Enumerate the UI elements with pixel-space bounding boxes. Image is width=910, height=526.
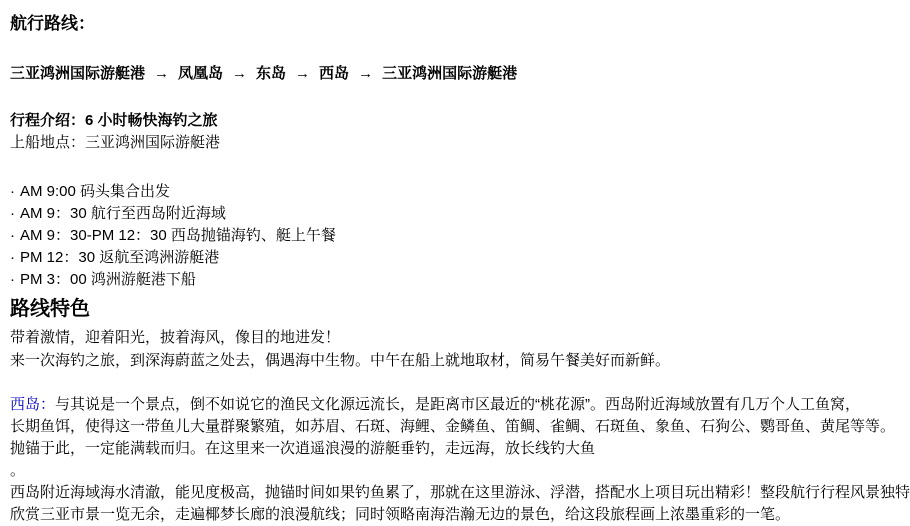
route-stop-west-island: 西岛	[319, 65, 350, 82]
bullet-icon: ·	[10, 183, 15, 200]
route-stop-east-island: 东岛	[256, 65, 287, 82]
arrow-right-icon: →	[295, 65, 311, 82]
bullet-icon: ·	[10, 249, 15, 266]
itinerary-item-text: PM 12：30 返航至鸿洲游艇港	[20, 249, 220, 266]
itinerary-item	[10, 203, 882, 225]
itinerary-item-text: AM 9:00 码头集合出发	[20, 183, 171, 200]
itinerary-item-text: AM 9：30 航行至西岛附近海域	[20, 205, 226, 222]
west-island-line: 欣赏三亚市景一览无余，走遍椰梦长廊的浪漫航线；同时领略南海浩瀚无边的景色，给这段旅程画上浓墨重彩的一笔。	[10, 506, 791, 523]
west-island-paragraph	[10, 394, 910, 526]
route-stop-start: 三亚鸿洲国际游艇港	[10, 65, 146, 82]
features-intro-line: 来一次海钓之旅，到深海蔚蓝之处去，偶遇海中生物。中午在船上就地取材，简易午餐美好而新鲜。	[10, 351, 671, 369]
west-island-line: 。	[10, 462, 26, 479]
features-heading: 路线特色	[10, 298, 90, 320]
itinerary-item	[10, 181, 882, 203]
west-island-line	[10, 394, 882, 416]
route-heading: 航行路线：	[10, 14, 95, 33]
boarding-location: 上船地点：三亚鸿洲国际游艇港	[10, 134, 221, 151]
itinerary-list	[10, 181, 882, 291]
bullet-icon: ·	[10, 271, 15, 288]
arrow-right-icon: →	[232, 65, 248, 82]
route-stop-phoenix-island: 凤凰岛	[178, 65, 224, 82]
features-intro	[10, 327, 882, 372]
west-island-line: 西岛附近海域海水清澈，能见度极高，抛锚时间如果钓鱼累了，那就在这里游泳、浮潜，搭配水上项目玩出精彩！整段航行行程风景独特	[10, 484, 910, 501]
route-line	[10, 65, 882, 83]
bullet-icon: ·	[10, 227, 15, 244]
west-island-keyword: 西岛：	[10, 396, 56, 413]
itinerary-item-text: AM 9：30-PM 12：30 西岛抛锚海钓、艇上午餐	[20, 227, 336, 244]
itinerary-item	[10, 225, 882, 247]
itinerary-item	[10, 247, 882, 269]
west-island-line: 长期鱼饵，使得这一带鱼儿大量群聚繁殖，如苏眉、石斑、海鲤、金鳞鱼、笛鲷、雀鲷、石斑鱼、象鱼、石狗公、鹦哥鱼、黄尾等等。	[10, 418, 896, 435]
arrow-right-icon: →	[154, 65, 170, 82]
route-stop-end: 三亚鸿洲国际游艇港	[382, 65, 518, 82]
itinerary-item	[10, 269, 882, 291]
west-island-line-text: 与其说是一个景点，倒不如说它的渔民文化源远流长，是距离市区最近的“桃花源”。西岛附近海域放置有几万个人工鱼窝，	[55, 396, 861, 413]
features-intro-line: 带着激情，迎着阳光，披着海风，像目的地进发！	[10, 329, 341, 346]
bullet-icon: ·	[10, 205, 15, 222]
arrow-right-icon: →	[358, 65, 374, 82]
west-island-line: 抛锚于此，一定能满载而归。在这里来一次逍遥浪漫的游艇垂钓，走远海，放长线钓大鱼	[10, 440, 596, 457]
trip-intro-title: 行程介绍：6 小时畅快海钓之旅	[10, 112, 218, 129]
itinerary-item-text: PM 3：00 鸿洲游艇港下船	[20, 271, 196, 288]
